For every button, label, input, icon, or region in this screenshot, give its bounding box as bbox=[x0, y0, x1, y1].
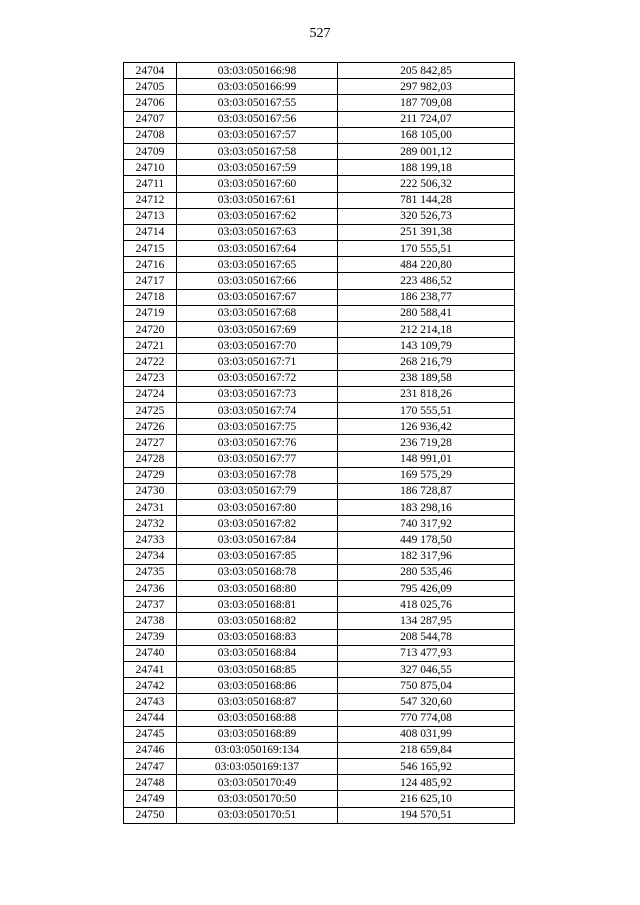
row-number-cell: 24714 bbox=[124, 224, 177, 240]
table-row bbox=[124, 224, 515, 240]
table-row bbox=[124, 516, 515, 532]
cadastral-value-cell: 268 216,79 bbox=[338, 354, 515, 370]
cadastral-number-cell: 03:03:050168:87 bbox=[177, 694, 338, 710]
cadastral-number-cell: 03:03:050167:69 bbox=[177, 322, 338, 338]
cadastral-value-cell: 168 105,00 bbox=[338, 127, 515, 143]
cadastral-value-cell: 183 298,16 bbox=[338, 500, 515, 516]
table-row bbox=[124, 338, 515, 354]
cadastral-value-cell: 238 189,58 bbox=[338, 370, 515, 386]
row-number-cell: 24707 bbox=[124, 111, 177, 127]
table-row bbox=[124, 548, 515, 564]
row-number-cell: 24715 bbox=[124, 241, 177, 257]
cadastral-number-cell: 03:03:050167:82 bbox=[177, 516, 338, 532]
table-row bbox=[124, 483, 515, 499]
cadastral-number-cell: 03:03:050167:85 bbox=[177, 548, 338, 564]
cadastral-value-cell: 795 426,09 bbox=[338, 581, 515, 597]
cadastral-number-cell: 03:03:050169:134 bbox=[177, 742, 338, 758]
cadastral-value-cell: 223 486,52 bbox=[338, 273, 515, 289]
table-row bbox=[124, 694, 515, 710]
table-row bbox=[124, 95, 515, 111]
cadastral-number-cell: 03:03:050167:67 bbox=[177, 289, 338, 305]
row-number-cell: 24744 bbox=[124, 710, 177, 726]
table-row bbox=[124, 79, 515, 95]
row-number-cell: 24706 bbox=[124, 95, 177, 111]
table-row bbox=[124, 581, 515, 597]
table-row bbox=[124, 467, 515, 483]
row-number-cell: 24739 bbox=[124, 629, 177, 645]
cadastral-number-cell: 03:03:050167:78 bbox=[177, 467, 338, 483]
cadastral-value-cell: 126 936,42 bbox=[338, 419, 515, 435]
cadastral-value-cell: 216 625,10 bbox=[338, 791, 515, 807]
cadastral-number-cell: 03:03:050167:62 bbox=[177, 208, 338, 224]
row-number-cell: 24722 bbox=[124, 354, 177, 370]
row-number-cell: 24745 bbox=[124, 726, 177, 742]
row-number-cell: 24720 bbox=[124, 322, 177, 338]
table-row bbox=[124, 63, 515, 79]
row-number-cell: 24708 bbox=[124, 127, 177, 143]
cadastral-number-cell: 03:03:050167:55 bbox=[177, 95, 338, 111]
cadastral-value-cell: 449 178,50 bbox=[338, 532, 515, 548]
cadastral-value-cell: 546 165,92 bbox=[338, 759, 515, 775]
cadastral-number-cell: 03:03:050168:86 bbox=[177, 678, 338, 694]
row-number-cell: 24738 bbox=[124, 613, 177, 629]
table-row bbox=[124, 726, 515, 742]
row-number-cell: 24737 bbox=[124, 597, 177, 613]
row-number-cell: 24750 bbox=[124, 807, 177, 823]
row-number-cell: 24727 bbox=[124, 435, 177, 451]
cadastral-value-cell: 770 774,08 bbox=[338, 710, 515, 726]
cadastral-value-cell: 218 659,84 bbox=[338, 742, 515, 758]
row-number-cell: 24712 bbox=[124, 192, 177, 208]
cadastral-number-cell: 03:03:050167:68 bbox=[177, 305, 338, 321]
cadastral-number-cell: 03:03:050167:65 bbox=[177, 257, 338, 273]
row-number-cell: 24718 bbox=[124, 289, 177, 305]
table-row bbox=[124, 305, 515, 321]
table-row bbox=[124, 678, 515, 694]
cadastral-number-cell: 03:03:050170:51 bbox=[177, 807, 338, 823]
cadastral-number-cell: 03:03:050167:57 bbox=[177, 127, 338, 143]
table-row bbox=[124, 402, 515, 418]
row-number-cell: 24743 bbox=[124, 694, 177, 710]
cadastral-number-cell: 03:03:050168:81 bbox=[177, 597, 338, 613]
table-row bbox=[124, 160, 515, 176]
cadastral-value-cell: 280 588,41 bbox=[338, 305, 515, 321]
table-row bbox=[124, 241, 515, 257]
table-row bbox=[124, 386, 515, 402]
cadastral-value-cell: 297 982,03 bbox=[338, 79, 515, 95]
table-row bbox=[124, 322, 515, 338]
row-number-cell: 24710 bbox=[124, 160, 177, 176]
cadastral-value-cell: 186 728,87 bbox=[338, 483, 515, 499]
cadastral-number-cell: 03:03:050167:75 bbox=[177, 419, 338, 435]
cadastral-value-cell: 212 214,18 bbox=[338, 322, 515, 338]
cadastral-number-cell: 03:03:050167:74 bbox=[177, 402, 338, 418]
cadastral-number-cell: 03:03:050169:137 bbox=[177, 759, 338, 775]
row-number-cell: 24704 bbox=[124, 63, 177, 79]
cadastral-value-cell: 781 144,28 bbox=[338, 192, 515, 208]
cadastral-number-cell: 03:03:050168:89 bbox=[177, 726, 338, 742]
cadastral-value-cell: 231 818,26 bbox=[338, 386, 515, 402]
cadastral-value-table bbox=[123, 62, 515, 824]
row-number-cell: 24748 bbox=[124, 775, 177, 791]
row-number-cell: 24740 bbox=[124, 645, 177, 661]
cadastral-number-cell: 03:03:050167:70 bbox=[177, 338, 338, 354]
row-number-cell: 24716 bbox=[124, 257, 177, 273]
table-row bbox=[124, 192, 515, 208]
cadastral-value-cell: 187 709,08 bbox=[338, 95, 515, 111]
table-row bbox=[124, 354, 515, 370]
row-number-cell: 24709 bbox=[124, 143, 177, 159]
row-number-cell: 24724 bbox=[124, 386, 177, 402]
cadastral-number-cell: 03:03:050167:59 bbox=[177, 160, 338, 176]
cadastral-value-cell: 148 991,01 bbox=[338, 451, 515, 467]
table-row bbox=[124, 791, 515, 807]
cadastral-number-cell: 03:03:050167:84 bbox=[177, 532, 338, 548]
cadastral-value-cell: 170 555,51 bbox=[338, 402, 515, 418]
cadastral-number-cell: 03:03:050167:66 bbox=[177, 273, 338, 289]
cadastral-number-cell: 03:03:050170:49 bbox=[177, 775, 338, 791]
row-number-cell: 24735 bbox=[124, 564, 177, 580]
table-row bbox=[124, 111, 515, 127]
page-number: 527 bbox=[309, 26, 331, 41]
cadastral-number-cell: 03:03:050167:63 bbox=[177, 224, 338, 240]
table-row bbox=[124, 807, 515, 823]
row-number-cell: 24731 bbox=[124, 500, 177, 516]
cadastral-number-cell: 03:03:050167:58 bbox=[177, 143, 338, 159]
row-number-cell: 24747 bbox=[124, 759, 177, 775]
cadastral-number-cell: 03:03:050167:72 bbox=[177, 370, 338, 386]
cadastral-value-cell: 547 320,60 bbox=[338, 694, 515, 710]
table-row bbox=[124, 645, 515, 661]
table-row bbox=[124, 176, 515, 192]
cadastral-value-cell: 740 317,92 bbox=[338, 516, 515, 532]
row-number-cell: 24741 bbox=[124, 661, 177, 677]
row-number-cell: 24717 bbox=[124, 273, 177, 289]
table-row bbox=[124, 661, 515, 677]
cadastral-number-cell: 03:03:050168:85 bbox=[177, 661, 338, 677]
cadastral-number-cell: 03:03:050167:61 bbox=[177, 192, 338, 208]
table-row bbox=[124, 629, 515, 645]
cadastral-number-cell: 03:03:050167:71 bbox=[177, 354, 338, 370]
cadastral-number-cell: 03:03:050168:82 bbox=[177, 613, 338, 629]
cadastral-value-cell: 327 046,55 bbox=[338, 661, 515, 677]
row-number-cell: 24728 bbox=[124, 451, 177, 467]
row-number-cell: 24723 bbox=[124, 370, 177, 386]
row-number-cell: 24713 bbox=[124, 208, 177, 224]
cadastral-number-cell: 03:03:050167:77 bbox=[177, 451, 338, 467]
cadastral-value-cell: 713 477,93 bbox=[338, 645, 515, 661]
row-number-cell: 24732 bbox=[124, 516, 177, 532]
cadastral-value-cell: 320 526,73 bbox=[338, 208, 515, 224]
table-row bbox=[124, 435, 515, 451]
cadastral-value-cell: 169 575,29 bbox=[338, 467, 515, 483]
row-number-cell: 24729 bbox=[124, 467, 177, 483]
cadastral-value-cell: 124 485,92 bbox=[338, 775, 515, 791]
cadastral-number-cell: 03:03:050167:80 bbox=[177, 500, 338, 516]
cadastral-number-cell: 03:03:050168:84 bbox=[177, 645, 338, 661]
cadastral-value-cell: 418 025,76 bbox=[338, 597, 515, 613]
cadastral-number-cell: 03:03:050168:80 bbox=[177, 581, 338, 597]
row-number-cell: 24705 bbox=[124, 79, 177, 95]
table-row bbox=[124, 759, 515, 775]
table-row bbox=[124, 208, 515, 224]
table-row bbox=[124, 613, 515, 629]
row-number-cell: 24736 bbox=[124, 581, 177, 597]
cadastral-value-cell: 236 719,28 bbox=[338, 435, 515, 451]
cadastral-value-cell: 280 535,46 bbox=[338, 564, 515, 580]
cadastral-value-cell: 134 287,95 bbox=[338, 613, 515, 629]
cadastral-value-cell: 251 391,38 bbox=[338, 224, 515, 240]
cadastral-number-cell: 03:03:050168:88 bbox=[177, 710, 338, 726]
cadastral-value-cell: 188 199,18 bbox=[338, 160, 515, 176]
row-number-cell: 24733 bbox=[124, 532, 177, 548]
table-row bbox=[124, 451, 515, 467]
cadastral-number-cell: 03:03:050167:73 bbox=[177, 386, 338, 402]
cadastral-value-cell: 170 555,51 bbox=[338, 241, 515, 257]
cadastral-number-cell: 03:03:050167:76 bbox=[177, 435, 338, 451]
row-number-cell: 24742 bbox=[124, 678, 177, 694]
row-number-cell: 24726 bbox=[124, 419, 177, 435]
table-row bbox=[124, 289, 515, 305]
cadastral-value-cell: 194 570,51 bbox=[338, 807, 515, 823]
cadastral-value-cell: 143 109,79 bbox=[338, 338, 515, 354]
table-row bbox=[124, 257, 515, 273]
cadastral-number-cell: 03:03:050166:99 bbox=[177, 79, 338, 95]
row-number-cell: 24746 bbox=[124, 742, 177, 758]
row-number-cell: 24719 bbox=[124, 305, 177, 321]
table-row bbox=[124, 419, 515, 435]
cadastral-value-cell: 186 238,77 bbox=[338, 289, 515, 305]
table-row bbox=[124, 775, 515, 791]
row-number-cell: 24711 bbox=[124, 176, 177, 192]
row-number-cell: 24749 bbox=[124, 791, 177, 807]
cadastral-number-cell: 03:03:050167:79 bbox=[177, 483, 338, 499]
cadastral-number-cell: 03:03:050168:83 bbox=[177, 629, 338, 645]
table-row bbox=[124, 742, 515, 758]
row-number-cell: 24725 bbox=[124, 402, 177, 418]
cadastral-number-cell: 03:03:050166:98 bbox=[177, 63, 338, 79]
cadastral-value-cell: 484 220,80 bbox=[338, 257, 515, 273]
row-number-cell: 24734 bbox=[124, 548, 177, 564]
cadastral-value-cell: 211 724,07 bbox=[338, 111, 515, 127]
table-row bbox=[124, 597, 515, 613]
table-row bbox=[124, 564, 515, 580]
cadastral-number-cell: 03:03:050167:56 bbox=[177, 111, 338, 127]
cadastral-number-cell: 03:03:050167:64 bbox=[177, 241, 338, 257]
table-row bbox=[124, 500, 515, 516]
cadastral-number-cell: 03:03:050167:60 bbox=[177, 176, 338, 192]
table-row bbox=[124, 532, 515, 548]
cadastral-value-cell: 289 001,12 bbox=[338, 143, 515, 159]
table-row bbox=[124, 710, 515, 726]
table-row bbox=[124, 370, 515, 386]
cadastral-number-cell: 03:03:050170:50 bbox=[177, 791, 338, 807]
row-number-cell: 24730 bbox=[124, 483, 177, 499]
cadastral-value-cell: 205 842,85 bbox=[338, 63, 515, 79]
cadastral-value-cell: 182 317,96 bbox=[338, 548, 515, 564]
cadastral-value-cell: 750 875,04 bbox=[338, 678, 515, 694]
row-number-cell: 24721 bbox=[124, 338, 177, 354]
table-body bbox=[124, 63, 515, 824]
table-row bbox=[124, 143, 515, 159]
cadastral-value-cell: 222 506,32 bbox=[338, 176, 515, 192]
table-row bbox=[124, 273, 515, 289]
cadastral-number-cell: 03:03:050168:78 bbox=[177, 564, 338, 580]
cadastral-value-cell: 408 031,99 bbox=[338, 726, 515, 742]
cadastral-value-cell: 208 544,78 bbox=[338, 629, 515, 645]
table-row bbox=[124, 127, 515, 143]
